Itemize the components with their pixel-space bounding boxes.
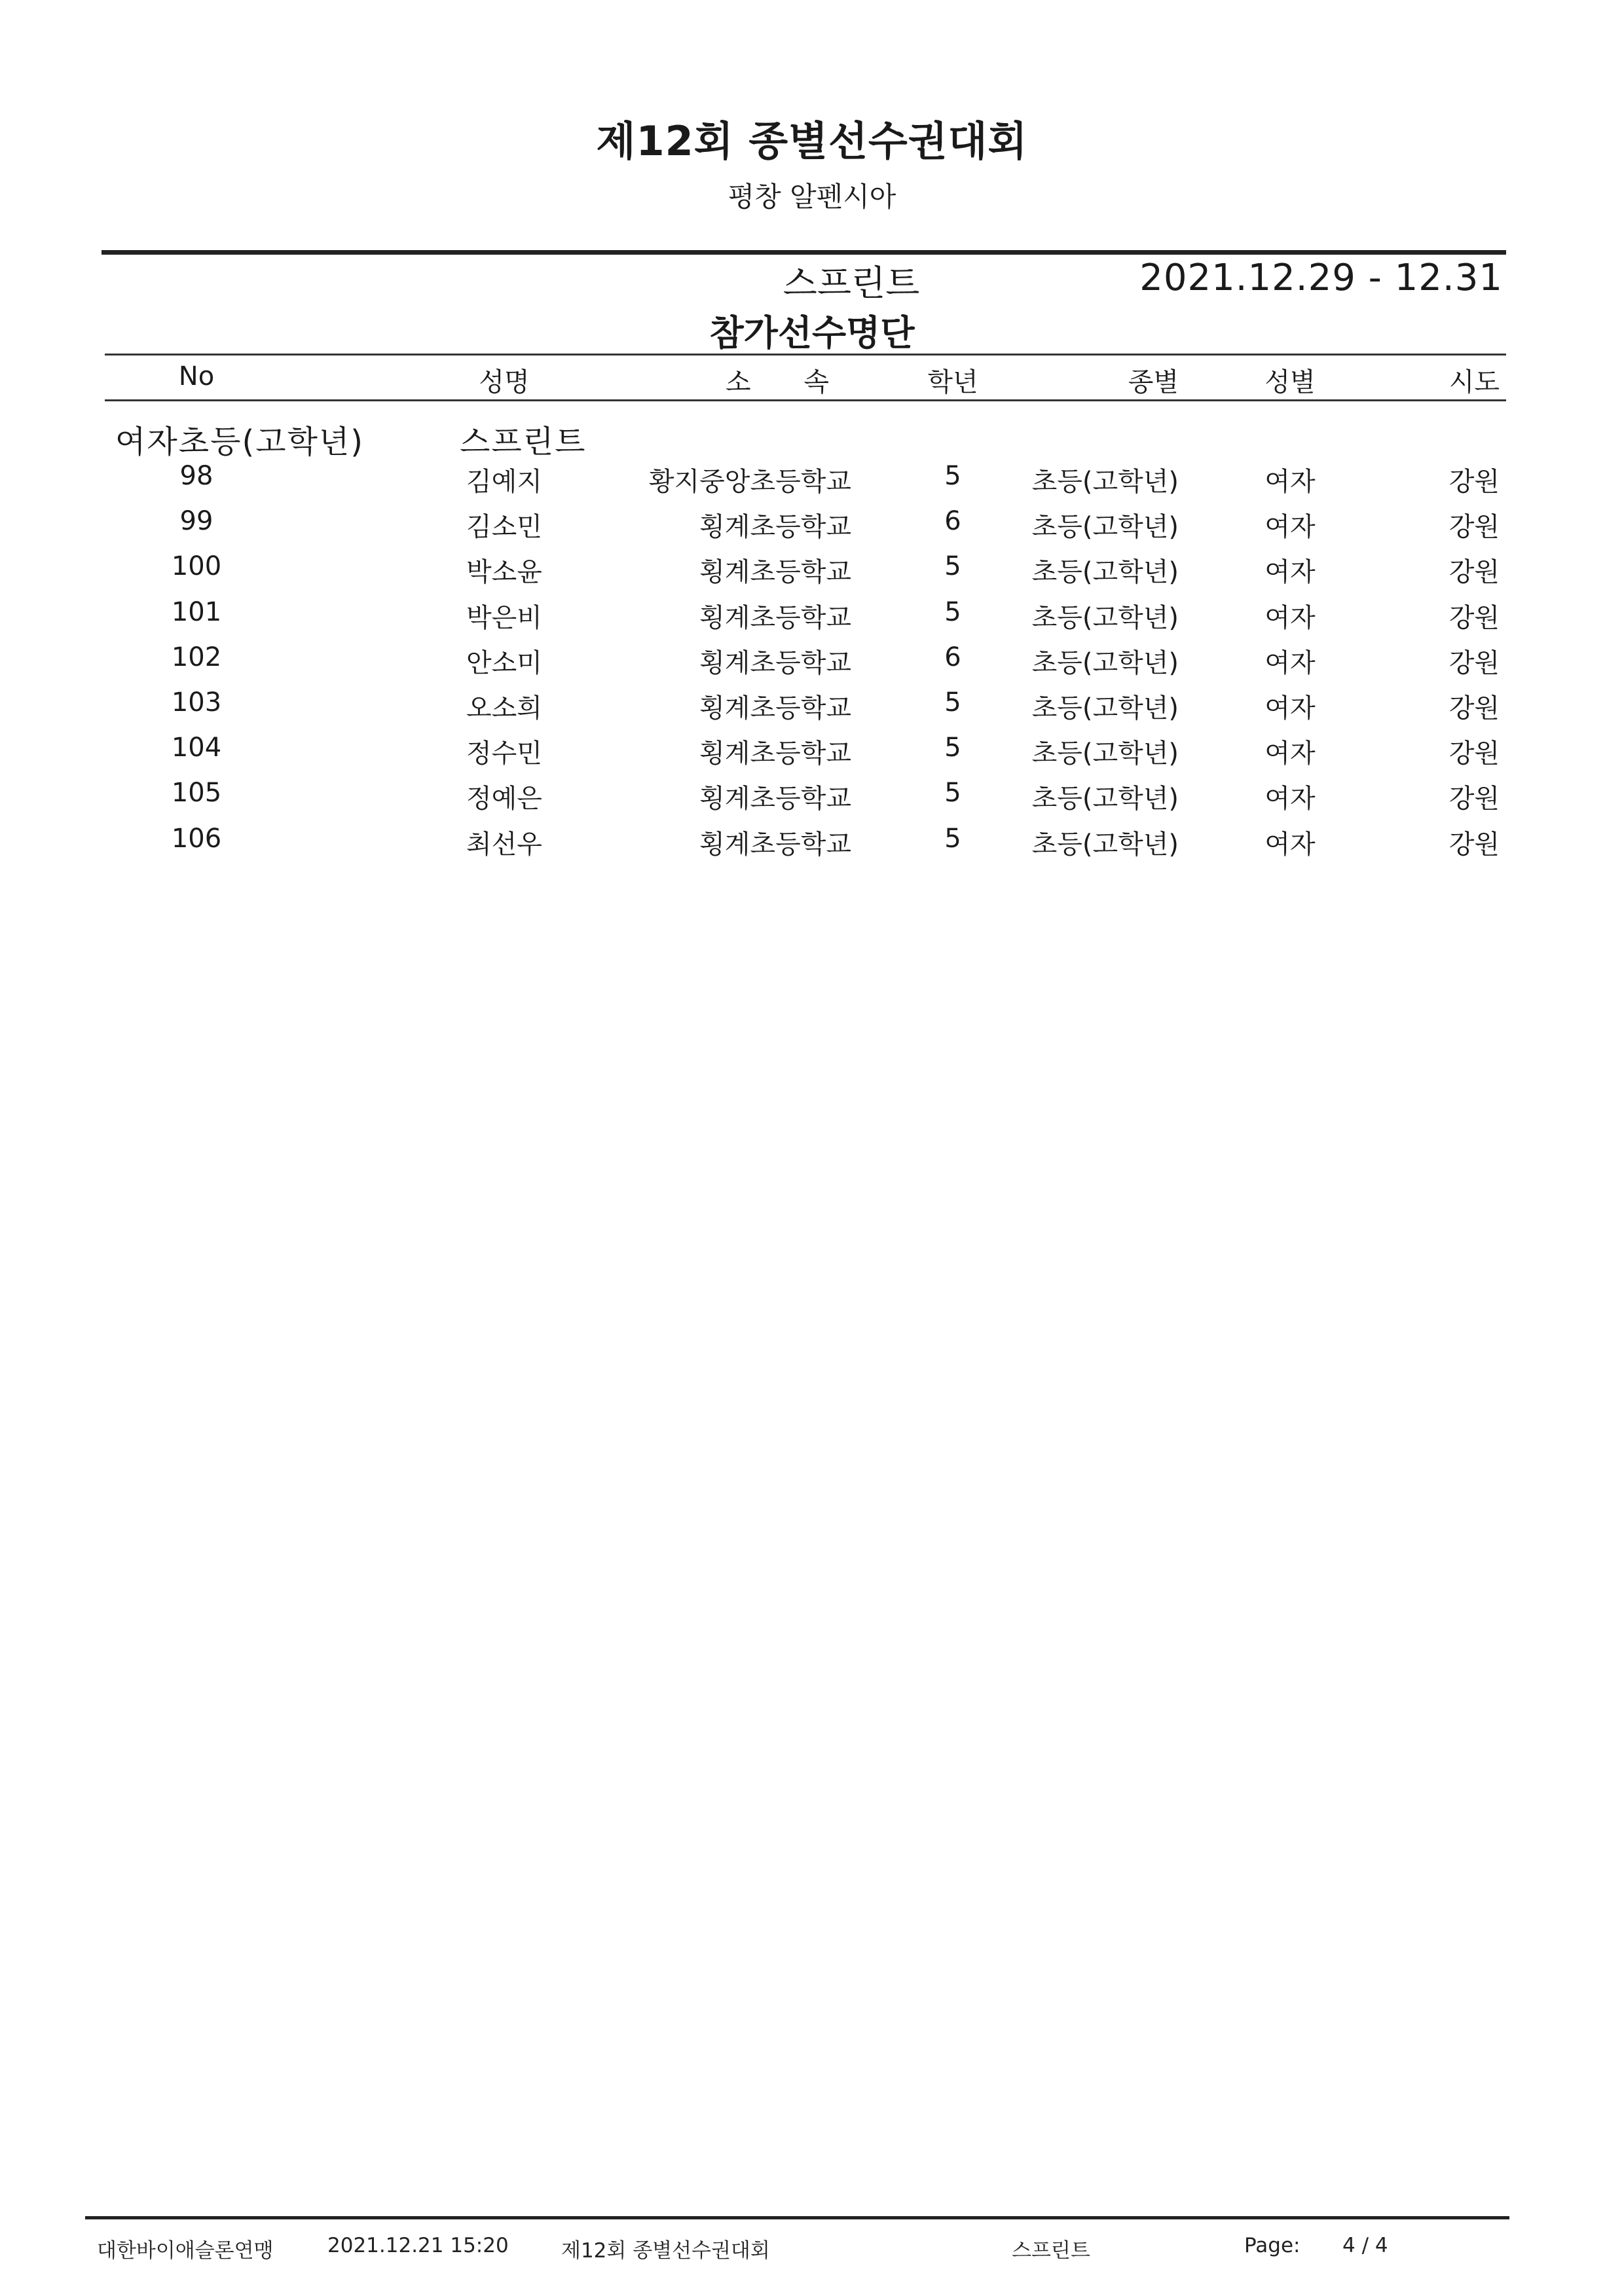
cell-name: 박소윤: [466, 557, 542, 588]
cell-sex: 여자: [1264, 693, 1316, 723]
cell-sex: 여자: [1264, 602, 1316, 633]
cell-grade: 5: [944, 596, 961, 627]
table-row: [0, 778, 1624, 823]
table-row: [0, 551, 1624, 596]
footer-event: 스프린트: [1012, 2239, 1090, 2263]
cell-affiliation: 횡계초등학교: [699, 647, 851, 678]
cell-region: 강원: [1449, 512, 1500, 543]
footer-rule: [85, 2216, 1509, 2219]
cell-region: 강원: [1449, 557, 1500, 588]
cell-no: 102: [171, 642, 222, 672]
footer-print-timestamp: 2021.12.21 15:20: [327, 2234, 509, 2257]
cell-category: 초등(고학년): [1031, 557, 1179, 588]
cell-affiliation: 횡계초등학교: [699, 784, 851, 814]
table-row: [0, 687, 1624, 733]
cell-category: 초등(고학년): [1031, 784, 1179, 814]
cell-region: 강원: [1449, 647, 1500, 678]
table-row: [0, 733, 1624, 778]
cell-grade: 5: [944, 551, 961, 582]
cell-category: 초등(고학년): [1031, 512, 1179, 543]
table-row: [0, 506, 1624, 551]
footer-page-value: 4 / 4: [1342, 2234, 1388, 2257]
column-header-name: 성명: [479, 367, 530, 397]
table-row: [0, 597, 1624, 642]
column-header-bottom-rule: [105, 399, 1506, 401]
cell-name: 박은비: [466, 602, 542, 633]
cell-grade: 5: [944, 778, 961, 809]
cell-affiliation: 횡계초등학교: [699, 557, 851, 588]
cell-name: 오소희: [466, 693, 542, 723]
header-top-rule: [101, 250, 1506, 255]
cell-affiliation: 황지중앙초등학교: [648, 467, 851, 497]
column-header-grade: 학년: [927, 367, 978, 397]
event-dates: 2021.12.29 - 12.31: [1139, 257, 1503, 299]
footer-page-label: Page:: [1244, 2234, 1301, 2257]
cell-region: 강원: [1449, 467, 1500, 497]
cell-category: 초등(고학년): [1031, 467, 1179, 497]
cell-grade: 6: [944, 506, 961, 537]
cell-region: 강원: [1449, 784, 1500, 814]
cell-no: 100: [171, 551, 222, 582]
cell-category: 초등(고학년): [1031, 693, 1179, 723]
cell-name: 안소미: [466, 647, 542, 678]
cell-grade: 5: [944, 461, 961, 491]
footer-competition: 제12회 종별선수권대회: [561, 2239, 770, 2263]
cell-name: 김예지: [466, 467, 542, 497]
cell-grade: 5: [944, 733, 961, 763]
cell-no: 99: [179, 506, 213, 537]
cell-affiliation: 횡계초등학교: [699, 602, 851, 633]
cell-sex: 여자: [1264, 647, 1316, 678]
cell-region: 강원: [1449, 602, 1500, 633]
cell-grade: 5: [944, 687, 961, 718]
cell-name: 정수민: [466, 738, 542, 769]
cell-region: 강원: [1449, 738, 1500, 769]
cell-no: 105: [171, 778, 222, 809]
column-header-no: No: [178, 361, 215, 392]
cell-category: 초등(고학년): [1031, 829, 1179, 860]
column-header-sex: 성별: [1264, 367, 1316, 397]
group-category: 여자초등(고학년): [115, 424, 365, 460]
cell-sex: 여자: [1264, 467, 1316, 497]
cell-sex: 여자: [1264, 738, 1316, 769]
footer-organization: 대한바이애슬론연맹: [97, 2239, 274, 2263]
cell-name: 정예은: [466, 784, 542, 814]
venue-subtitle: 평창 알펜시아: [728, 181, 896, 213]
table-row: [0, 642, 1624, 687]
cell-sex: 여자: [1264, 829, 1316, 860]
cell-affiliation: 횡계초등학교: [699, 693, 851, 723]
cell-affiliation: 횡계초등학교: [699, 512, 851, 543]
list-title: 참가선수명단: [709, 312, 915, 354]
column-header-region: 시도: [1449, 367, 1500, 397]
cell-category: 초등(고학년): [1031, 738, 1179, 769]
column-header-top-rule: [105, 354, 1506, 355]
table-row: [0, 461, 1624, 506]
document-title: 제12회 종별선수권대회: [596, 117, 1028, 165]
column-header-category: 종별: [1128, 367, 1179, 397]
cell-category: 초등(고학년): [1031, 647, 1179, 678]
cell-no: 98: [179, 461, 213, 491]
cell-sex: 여자: [1264, 784, 1316, 814]
cell-no: 106: [171, 823, 222, 854]
cell-sex: 여자: [1264, 557, 1316, 588]
column-header-affiliation: 소 속: [726, 367, 851, 397]
cell-affiliation: 횡계초등학교: [699, 829, 851, 860]
cell-sex: 여자: [1264, 512, 1316, 543]
cell-category: 초등(고학년): [1031, 602, 1179, 633]
cell-name: 최선우: [466, 829, 542, 860]
cell-name: 김소민: [466, 512, 542, 543]
cell-no: 103: [171, 687, 222, 718]
cell-grade: 5: [944, 823, 961, 854]
cell-region: 강원: [1449, 693, 1500, 723]
cell-no: 101: [171, 596, 222, 627]
cell-no: 104: [171, 733, 222, 763]
cell-region: 강원: [1449, 829, 1500, 860]
group-event: 스프린트: [460, 424, 587, 460]
table-row: [0, 824, 1624, 869]
cell-affiliation: 횡계초등학교: [699, 738, 851, 769]
event-name: 스프린트: [783, 263, 920, 304]
cell-grade: 6: [944, 642, 961, 672]
